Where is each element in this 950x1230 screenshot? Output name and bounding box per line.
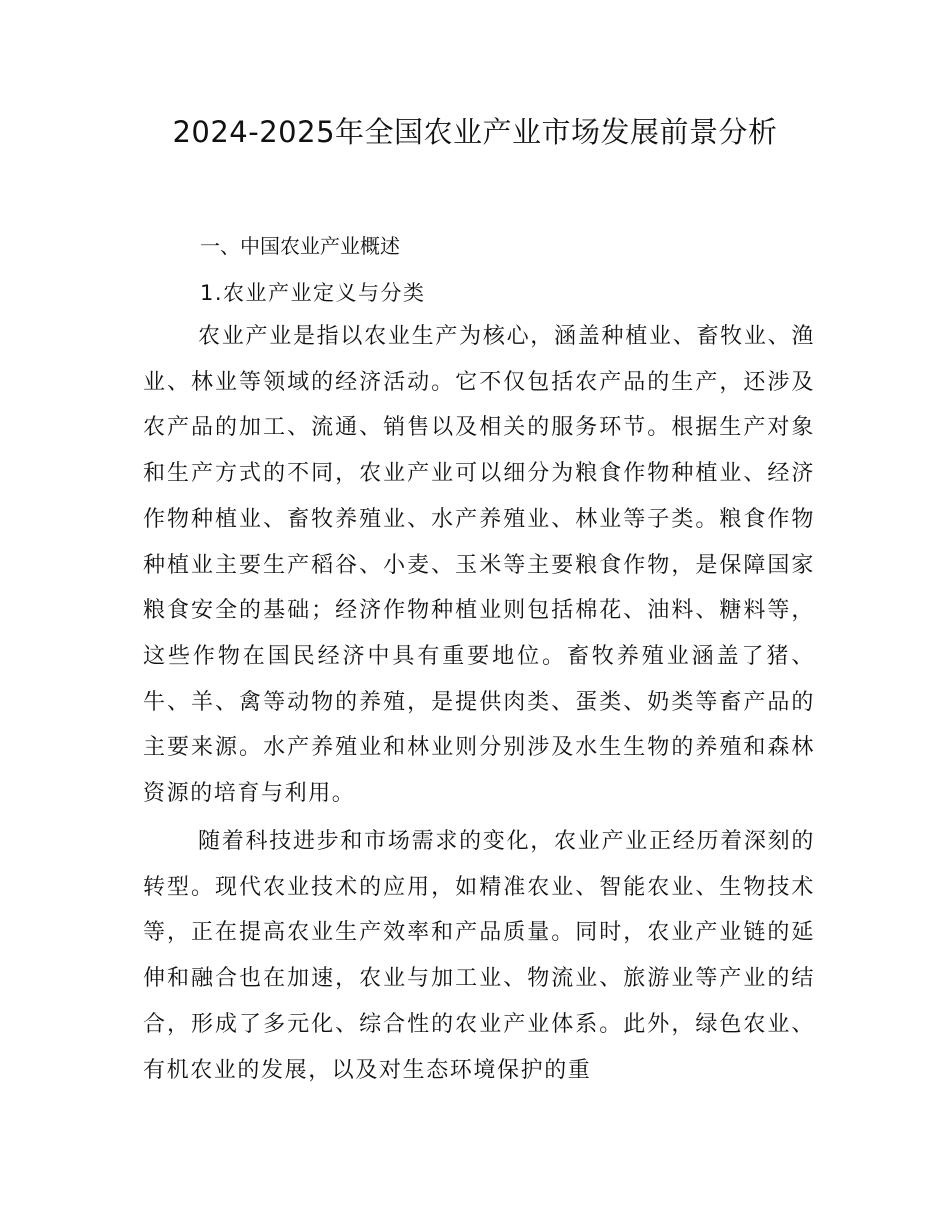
paragraph-definition: 农业产业是指以农业生产为核心，涵盖种植业、畜牧业、渔业、林业等领域的经济活动。它不仅包括农产品的生产，还涉及农产品的加工、流通、销售以及相关的服务环节。根据生产对象和生产方式的不同，农业产业可以细分为粮食作物种植业、经济作物种植业、畜牧养殖业、水产养殖业、林业等子类。粮食作物种植业主要生产稻谷、小麦、玉米等主要粮食作物，是保障国家粮食安全的基础；经济作物种植业则包括棉花、油料、糖料等，这些作物在国民经济中具有重要地位。畜牧养殖业涵盖了猪、牛、羊、禽等动物的养殖，是提供肉类、蛋类、奶类等畜产品的主要来源。水产养殖业和林业则分别涉及水生生物的养殖和森林资源的培育与利用。 <box>143 324 815 807</box>
section-heading: 一、中国农业产业概述 <box>200 234 400 258</box>
paragraph-transformation: 随着科技进步和市场需求的变化，农业产业正经历着深刻的转型。现代农业技术的应用，如精准农业、智能农业、生物技术等，正在提高农业生产效率和产品质量。同时，农业产业链的延伸和融合也在加速，农业与加工业、物流业、旅游业等产业的结合，形成了多元化、综合性的农业产业体系。此外，绿色农业、有机农业的发展，以及对生态环境保护的重 <box>143 829 815 1083</box>
document-title: 2024-2025年全国农业产业市场发展前景分析 <box>172 115 778 149</box>
subsection-heading: 1.农业产业定义与分类 <box>200 281 426 305</box>
